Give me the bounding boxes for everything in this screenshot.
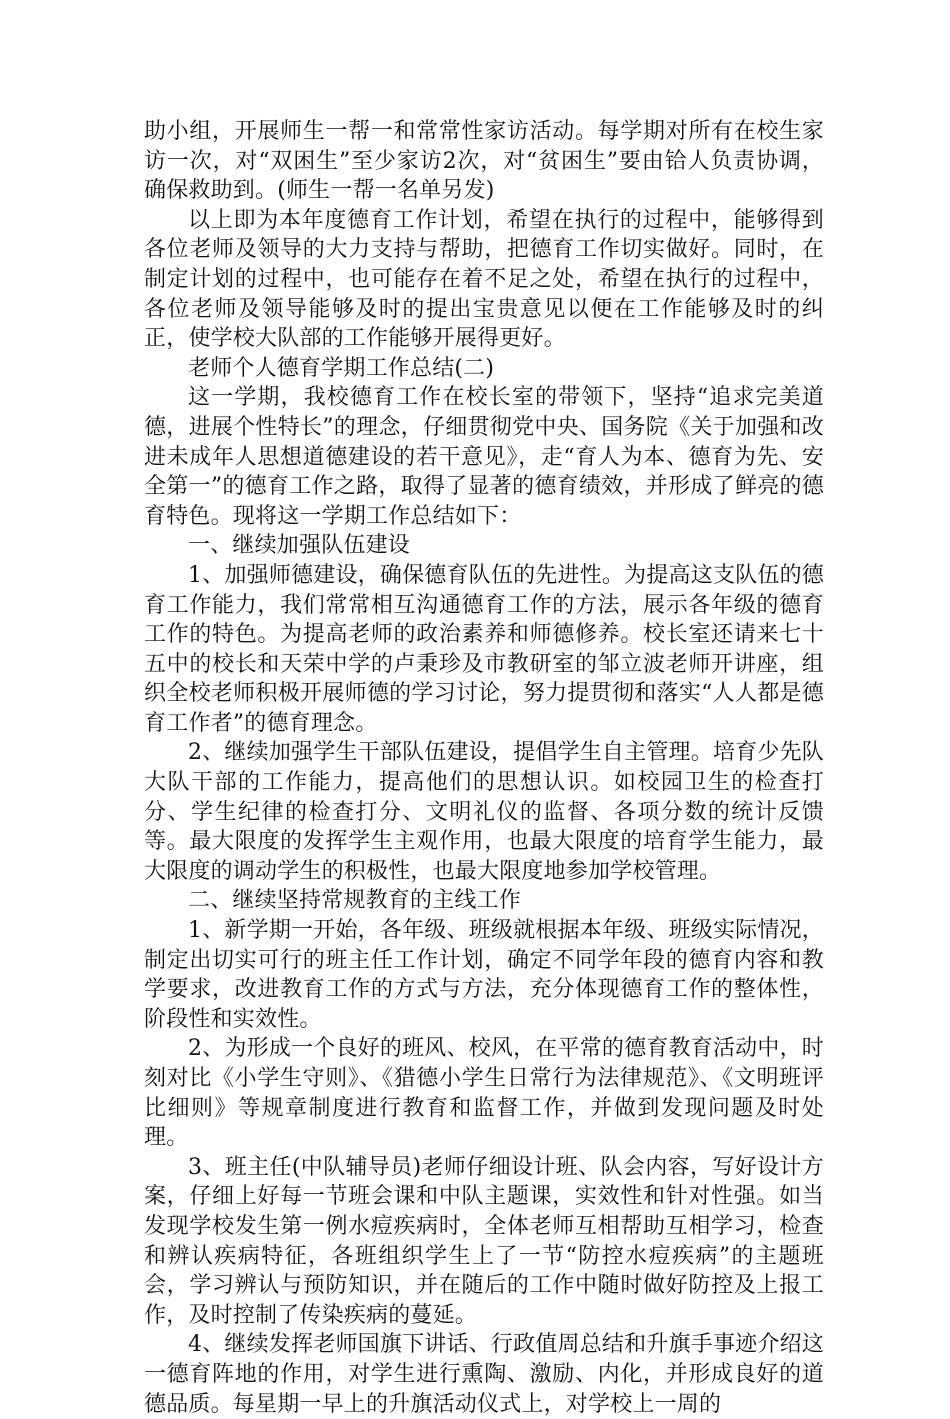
paragraph: 1、新学期一开始，各年级、班级就根据本年级、班级实际情况，制定出切实可行的班主任工作计划，确定不同学年段的德育内容和教学要求，改进教育工作的方式与方法，充分体现德育工作的整体性，阶段性和实效性。: [144, 918, 824, 1032]
paragraph: 1、加强师德建设，确保德育队伍的先进性。为提高这支队伍的德育工作能力，我们常常相互沟通德育工作的方法，展示各年级的德育工作的特色。为提高老师的政治素养和师德修养。校长室还请来七十五中的校长和天荣中学的卢秉珍及市教研室的邹立波老师开讲座，组织全校老师积极开展师德的学习讨论，努力提贯彻和落实“人人都是德育工作者”的德育理念。: [144, 562, 824, 736]
document-body: [144, 117, 824, 1419]
paragraph: 2、为形成一个良好的班风、校风，在平常的德育教育活动中，时刻对比《小学生守则》、《猎德小学生日常行为法律规范》、《文明班评比细则》等规章制度进行教育和监督工作，并做到发现问题及时处理。: [144, 1036, 824, 1151]
paragraph: 助小组，开展师生一帮一和常常性家访活动。每学期对所有在校生家访一次，对“双困生”至少家访2次，对“贫困生”要由铪人负责协调，确保救助到。(师生一帮一名单另发): [144, 119, 824, 204]
paragraph: 2、继续加强学生干部队伍建设，提倡学生自主管理。培育少先队大队干部的工作能力，提高他们的思想认识。如校园卫生的检查打分、学生纪律的检查打分、文明礼仪的监督、各项分数的统计反馈等。最大限度的发挥学生主观作用，也最大限度的培育学生能力，最大限度的调动学生的积极性，也最大限度地参加学校管理。: [144, 740, 824, 884]
paragraph: 3、班主任(中队辅导员)老师仔细设计班、队会内容，写好设计方案，仔细上好每一节班会课和中队主题课，实效性和针对性强。如当发现学校发生第一例水痘疾病时，全体老师互相帮助互相学习，检查和辨认疾病特征，各班组织学生上了一节“防控水痘疾病”的主题班会，学习辨认与预防知识，并在随后的工作中随时做好防控及上报工作，及时控制了传染疾病的蔓延。: [144, 1154, 824, 1328]
section-heading: 二、继续坚持常规教育的主线工作: [188, 888, 522, 914]
paragraph: 4、继续发挥老师国旗下讲话、行政值周总结和升旗手事迹介绍这一德育阵地的作用，对学生进行熏陶、激励、内化，并形成良好的道德品质。每星期一早上的升旗活动仪式上，对学校上一周的: [144, 1332, 824, 1417]
paragraph: 这一学期，我校德育工作在校长室的带领下，坚持“追求完美道德，进展个性特长”的理念，仔细贯彻党中央、国务院《关于加强和改进未成年人思想道德建设的若干意见》，走“育人为本、德育为先、安全第一”的德育工作之路，取得了显著的德育绩效，并形成了鲜亮的德育特色。现将这一学期工作总结如下：: [144, 385, 824, 529]
section-title: 老师个人德育学期工作总结(二): [188, 355, 495, 381]
section-heading: 一、继续加强队伍建设: [188, 533, 411, 559]
paragraph: 以上即为本年度德育工作计划，希望在执行的过程中，能够得到各位老师及领导的大力支持与帮助，把德育工作切实做好。同时，在制定计划的过程中，也可能存在着不足之处，希望在执行的过程中，各位老师及领导能够及时的提出宝贵意见以便在工作能够及时的纠正，使学校大队部的工作能够开展得更好。: [144, 207, 824, 352]
